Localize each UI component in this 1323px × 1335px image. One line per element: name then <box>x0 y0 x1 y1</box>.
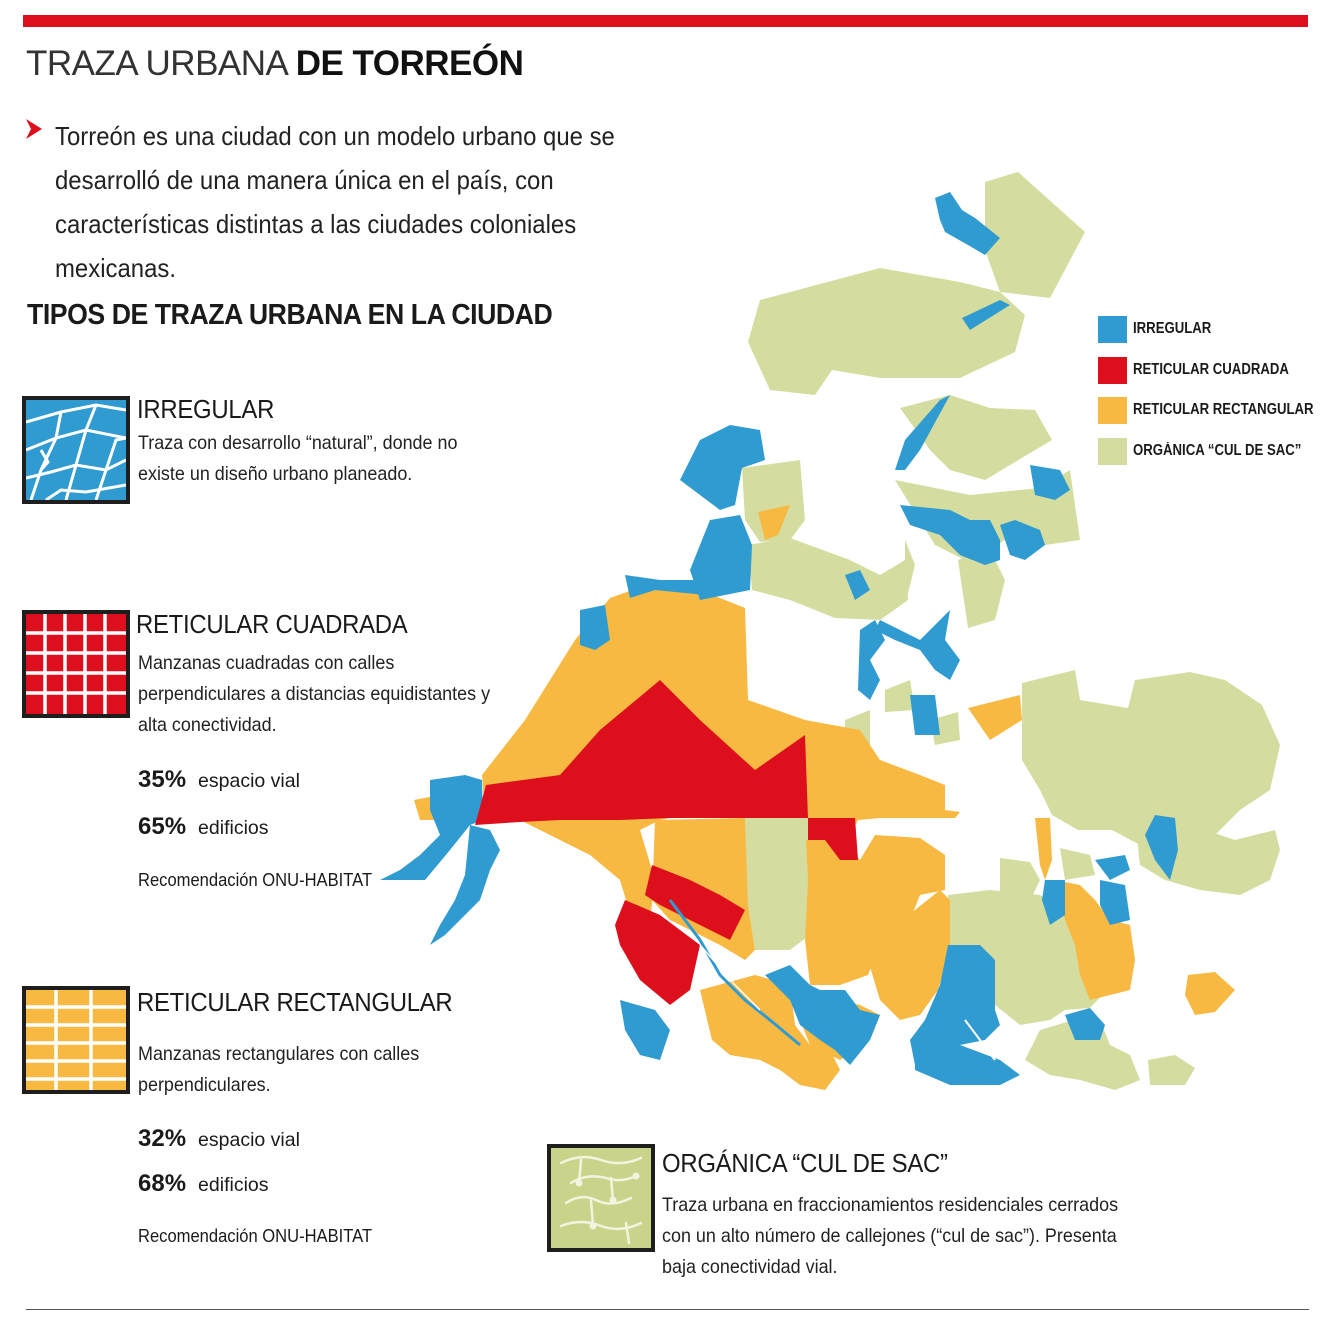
cul-de-sac-pattern-icon <box>547 1144 655 1252</box>
reticular-rectangular-description: Manzanas rectangulares con calles perpendiculares. <box>138 1043 420 1096</box>
stat-espacio-vial: 35% espacio vial <box>138 766 300 793</box>
legend-swatch <box>1098 397 1127 424</box>
stat-edificios: 68% edificios <box>138 1170 269 1197</box>
title-bold: DE TORREÓN <box>295 44 524 83</box>
irregular-description: Traza con desarrollo “natural”, donde no existe un diseño urbano planeado. <box>138 432 458 485</box>
title-light: TRAZA URBANA <box>26 44 287 83</box>
legend-label: RETICULAR CUADRADA <box>1133 361 1289 378</box>
stat-edificios: 65% edificios <box>138 813 269 840</box>
section-title: TIPOS DE TRAZA URBANA EN LA CIUDAD <box>27 299 553 331</box>
reticular-cuadrada-title: RETICULAR CUADRADA <box>136 609 408 639</box>
legend-label: RETICULAR RECTANGULAR <box>1133 401 1314 418</box>
legend-label: ORGÁNICA “CUL DE SAC” <box>1133 442 1302 459</box>
recommendation-note: Recomendación ONU-HABITAT <box>138 870 373 890</box>
organica-title: ORGÁNICA “CUL DE SAC” <box>662 1148 948 1178</box>
square-grid-icon <box>22 610 130 718</box>
legend-swatch <box>1098 357 1127 384</box>
irregular-street-pattern-icon <box>22 396 130 504</box>
legend-swatch <box>1098 438 1127 465</box>
legend-swatch <box>1098 316 1127 343</box>
reticular-rectangular-title: RETICULAR RECTANGULAR <box>137 987 453 1017</box>
recommendation-note: Recomendación ONU-HABITAT <box>138 1226 373 1246</box>
rectangular-grid-icon <box>22 986 130 1094</box>
intro-paragraph: Torreón es una ciudad con un modelo urbano que se desarrolló de una manera única en el país, con características distintas a las ciudades coloniales mexicanas. <box>55 121 615 283</box>
organica-description: Traza urbana en fraccionamientos residenciales cerrados con un alto número de callejones (“cul de sac”). Presenta baja conectividad vial. <box>662 1194 1119 1278</box>
legend-label: IRREGULAR <box>1133 320 1212 337</box>
irregular-title: IRREGULAR <box>137 394 275 424</box>
bottom-divider <box>26 1309 1309 1310</box>
reticular-cuadrada-description: Manzanas cuadradas con calles perpendiculares a distancias equidistantes y alta conectividad. <box>138 652 491 736</box>
stat-espacio-vial: 32% espacio vial <box>138 1125 300 1152</box>
